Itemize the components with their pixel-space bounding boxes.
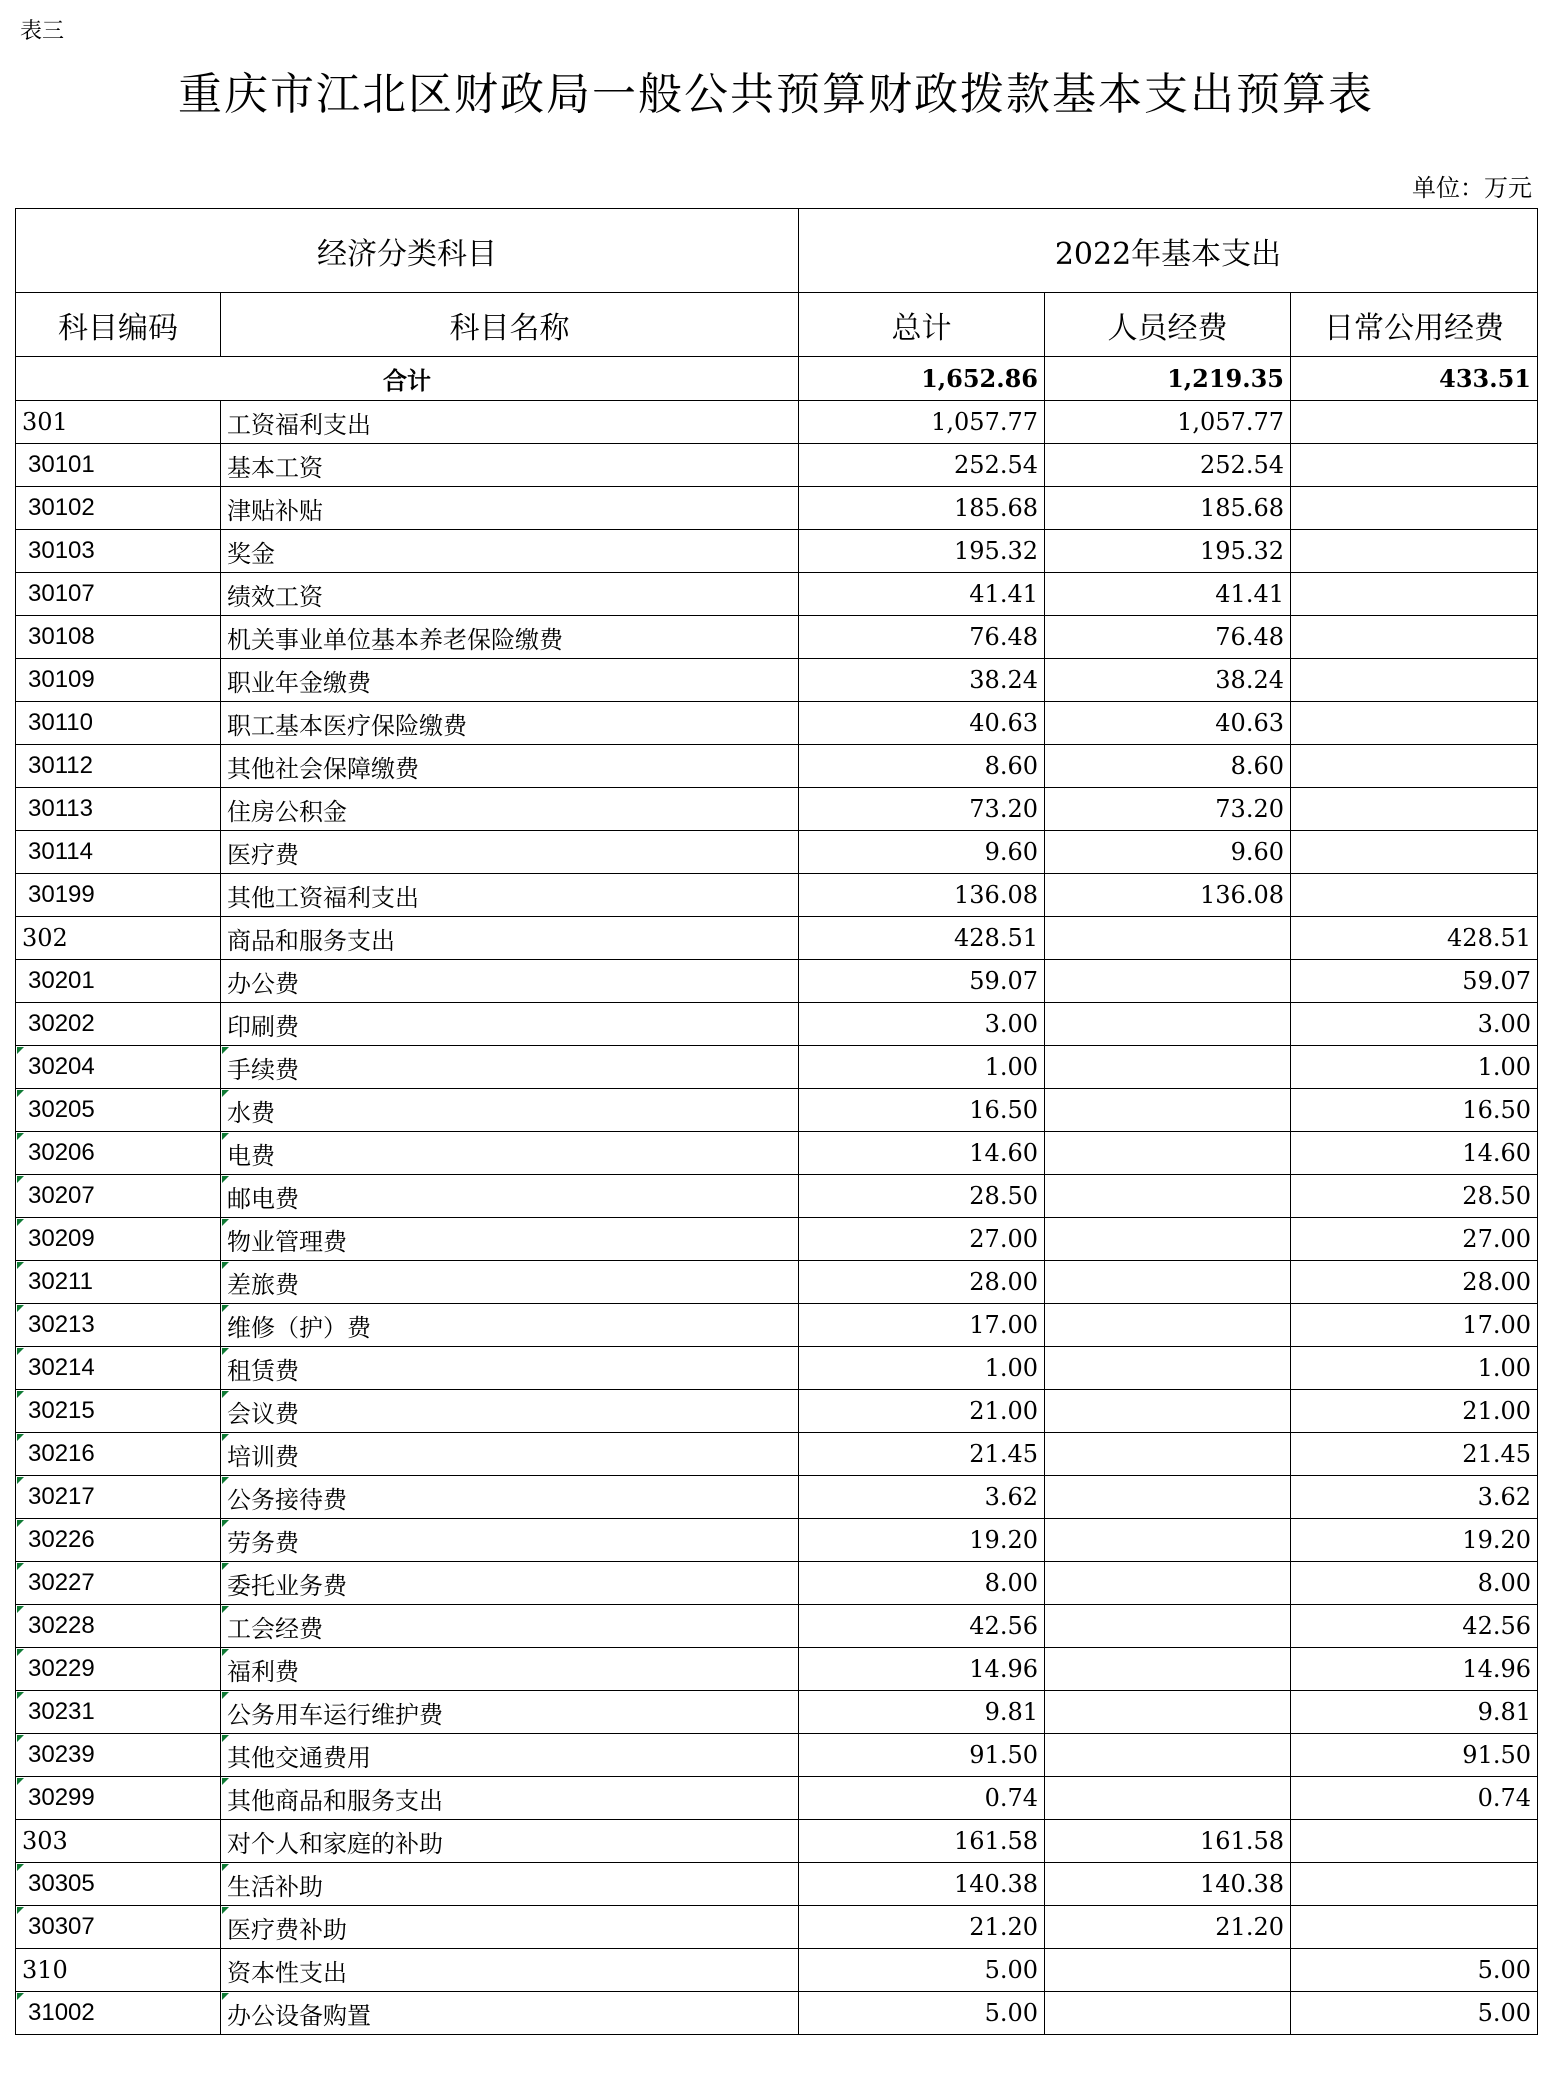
row-code: 30213 — [16, 1304, 221, 1347]
row-total: 5.00 — [799, 1949, 1045, 1992]
row-personnel — [1045, 1949, 1291, 1992]
table-row — [16, 917, 1538, 960]
table-row — [16, 1347, 1538, 1390]
row-public: 91.50 — [1291, 1734, 1538, 1777]
row-public — [1291, 1820, 1538, 1863]
row-total: 3.00 — [799, 1003, 1045, 1046]
row-total: 76.48 — [799, 616, 1045, 659]
row-personnel — [1045, 1476, 1291, 1519]
row-name: 职业年金缴费 — [221, 659, 799, 702]
row-personnel — [1045, 1347, 1291, 1390]
row-public: 0.74 — [1291, 1777, 1538, 1820]
row-personnel: 136.08 — [1045, 874, 1291, 917]
row-total: 41.41 — [799, 573, 1045, 616]
row-name: 医疗费补助 — [221, 1906, 799, 1949]
row-personnel — [1045, 960, 1291, 1003]
row-public: 16.50 — [1291, 1089, 1538, 1132]
row-total: 38.24 — [799, 659, 1045, 702]
row-name: 工会经费 — [221, 1605, 799, 1648]
row-total: 14.96 — [799, 1648, 1045, 1691]
row-name: 对个人和家庭的补助 — [221, 1820, 799, 1863]
row-name: 其他交通费用 — [221, 1734, 799, 1777]
table-number: 表三 — [20, 19, 65, 44]
row-personnel — [1045, 1992, 1291, 2035]
table-row — [16, 1648, 1538, 1691]
row-public: 17.00 — [1291, 1304, 1538, 1347]
row-code: 30202 — [16, 1003, 221, 1046]
row-total: 3.62 — [799, 1476, 1045, 1519]
row-name: 租赁费 — [221, 1347, 799, 1390]
row-total: 28.50 — [799, 1175, 1045, 1218]
table-row — [16, 874, 1538, 917]
row-code: 303 — [16, 1820, 221, 1863]
row-code: 302 — [16, 917, 221, 960]
row-code: 30307 — [16, 1906, 221, 1949]
row-name: 办公费 — [221, 960, 799, 1003]
row-personnel: 21.20 — [1045, 1906, 1291, 1949]
table-row — [16, 1261, 1538, 1304]
row-code: 310 — [16, 1949, 221, 1992]
row-total: 42.56 — [799, 1605, 1045, 1648]
table-row — [16, 1519, 1538, 1562]
row-code: 30113 — [16, 788, 221, 831]
table-row — [16, 702, 1538, 745]
row-code: 30211 — [16, 1261, 221, 1304]
row-personnel: 185.68 — [1045, 487, 1291, 530]
row-public: 1.00 — [1291, 1347, 1538, 1390]
row-total: 16.50 — [799, 1089, 1045, 1132]
total-label: 合计 — [16, 357, 799, 401]
row-name: 维修（护）费 — [221, 1304, 799, 1347]
table-row — [16, 573, 1538, 616]
row-name: 手续费 — [221, 1046, 799, 1089]
row-name: 培训费 — [221, 1433, 799, 1476]
table-row — [16, 788, 1538, 831]
row-code: 30201 — [16, 960, 221, 1003]
row-public: 3.62 — [1291, 1476, 1538, 1519]
row-public: 27.00 — [1291, 1218, 1538, 1261]
row-code: 30216 — [16, 1433, 221, 1476]
table-row — [16, 1734, 1538, 1777]
row-public — [1291, 831, 1538, 874]
row-code: 30108 — [16, 616, 221, 659]
table-row — [16, 745, 1538, 788]
page-title: 重庆市江北区财政局一般公共预算财政拨款基本支出预算表 — [178, 69, 1374, 120]
row-total: 21.20 — [799, 1906, 1045, 1949]
table-row — [16, 1218, 1538, 1261]
row-public — [1291, 1906, 1538, 1949]
row-personnel — [1045, 1218, 1291, 1261]
row-total: 1.00 — [799, 1046, 1045, 1089]
row-public — [1291, 487, 1538, 530]
row-public: 42.56 — [1291, 1605, 1538, 1648]
row-public — [1291, 702, 1538, 745]
row-name: 差旅费 — [221, 1261, 799, 1304]
table-row — [16, 1777, 1538, 1820]
row-public — [1291, 659, 1538, 702]
row-name: 电费 — [221, 1132, 799, 1175]
table-row — [16, 1562, 1538, 1605]
row-total: 161.58 — [799, 1820, 1045, 1863]
row-personnel — [1045, 1562, 1291, 1605]
row-personnel — [1045, 1003, 1291, 1046]
row-code: 30110 — [16, 702, 221, 745]
table-row — [16, 1390, 1538, 1433]
header-code: 科目编码 — [16, 293, 221, 357]
row-public: 9.81 — [1291, 1691, 1538, 1734]
row-name: 印刷费 — [221, 1003, 799, 1046]
table-row — [16, 616, 1538, 659]
row-total: 8.00 — [799, 1562, 1045, 1605]
row-total: 185.68 — [799, 487, 1045, 530]
row-personnel — [1045, 1304, 1291, 1347]
row-code: 30231 — [16, 1691, 221, 1734]
row-public: 5.00 — [1291, 1949, 1538, 1992]
row-code: 30299 — [16, 1777, 221, 1820]
row-total: 73.20 — [799, 788, 1045, 831]
row-personnel — [1045, 1175, 1291, 1218]
table-row — [16, 444, 1538, 487]
row-total: 40.63 — [799, 702, 1045, 745]
row-code: 30227 — [16, 1562, 221, 1605]
table-row — [16, 1433, 1538, 1476]
row-personnel — [1045, 1691, 1291, 1734]
row-total: 195.32 — [799, 530, 1045, 573]
row-personnel: 40.63 — [1045, 702, 1291, 745]
row-public — [1291, 530, 1538, 573]
table-row — [16, 1476, 1538, 1519]
row-personnel — [1045, 1777, 1291, 1820]
row-name: 商品和服务支出 — [221, 917, 799, 960]
row-code: 30229 — [16, 1648, 221, 1691]
row-total: 1,057.77 — [799, 401, 1045, 444]
row-personnel — [1045, 1519, 1291, 1562]
row-name: 医疗费 — [221, 831, 799, 874]
row-total: 91.50 — [799, 1734, 1045, 1777]
row-name: 公务用车运行维护费 — [221, 1691, 799, 1734]
row-personnel — [1045, 1046, 1291, 1089]
row-public — [1291, 616, 1538, 659]
row-total: 140.38 — [799, 1863, 1045, 1906]
row-personnel: 76.48 — [1045, 616, 1291, 659]
row-code: 30109 — [16, 659, 221, 702]
row-code: 30239 — [16, 1734, 221, 1777]
table-row — [16, 1605, 1538, 1648]
row-personnel — [1045, 1648, 1291, 1691]
unit-label: 单位：万元 — [1412, 174, 1532, 202]
row-personnel: 9.60 — [1045, 831, 1291, 874]
total-personnel: 1,219.35 — [1045, 357, 1291, 401]
row-total: 252.54 — [799, 444, 1045, 487]
row-public: 3.00 — [1291, 1003, 1538, 1046]
row-name: 职工基本医疗保险缴费 — [221, 702, 799, 745]
table-row — [16, 1906, 1538, 1949]
row-name: 工资福利支出 — [221, 401, 799, 444]
row-name: 委托业务费 — [221, 1562, 799, 1605]
row-personnel: 1,057.77 — [1045, 401, 1291, 444]
row-code: 30305 — [16, 1863, 221, 1906]
row-public: 21.45 — [1291, 1433, 1538, 1476]
row-code: 30226 — [16, 1519, 221, 1562]
row-name: 住房公积金 — [221, 788, 799, 831]
row-personnel — [1045, 1390, 1291, 1433]
table-row — [16, 1992, 1538, 2035]
table-row — [16, 1132, 1538, 1175]
row-total: 9.81 — [799, 1691, 1045, 1734]
row-personnel — [1045, 1089, 1291, 1132]
total-row — [16, 357, 1538, 401]
row-personnel: 73.20 — [1045, 788, 1291, 831]
row-code: 30199 — [16, 874, 221, 917]
row-code: 30101 — [16, 444, 221, 487]
table-row — [16, 1863, 1538, 1906]
row-code: 30107 — [16, 573, 221, 616]
row-total: 21.00 — [799, 1390, 1045, 1433]
row-public: 8.00 — [1291, 1562, 1538, 1605]
row-personnel: 8.60 — [1045, 745, 1291, 788]
row-personnel — [1045, 1605, 1291, 1648]
row-personnel: 252.54 — [1045, 444, 1291, 487]
row-name: 奖金 — [221, 530, 799, 573]
header-economic-classification: 经济分类科目 — [16, 209, 799, 293]
row-code: 30214 — [16, 1347, 221, 1390]
row-total: 19.20 — [799, 1519, 1045, 1562]
row-public: 28.50 — [1291, 1175, 1538, 1218]
row-code: 30114 — [16, 831, 221, 874]
table-row — [16, 530, 1538, 573]
row-code: 31002 — [16, 1992, 221, 2035]
row-public: 19.20 — [1291, 1519, 1538, 1562]
row-code: 30209 — [16, 1218, 221, 1261]
row-code: 30217 — [16, 1476, 221, 1519]
row-code: 30205 — [16, 1089, 221, 1132]
total-public: 433.51 — [1291, 357, 1538, 401]
row-code: 30204 — [16, 1046, 221, 1089]
row-name: 水费 — [221, 1089, 799, 1132]
row-personnel: 38.24 — [1045, 659, 1291, 702]
row-code: 30206 — [16, 1132, 221, 1175]
row-public: 1.00 — [1291, 1046, 1538, 1089]
row-name: 其他商品和服务支出 — [221, 1777, 799, 1820]
row-public — [1291, 401, 1538, 444]
row-public — [1291, 1863, 1538, 1906]
row-personnel: 161.58 — [1045, 1820, 1291, 1863]
row-total: 1.00 — [799, 1347, 1045, 1390]
table-row — [16, 1003, 1538, 1046]
row-name: 资本性支出 — [221, 1949, 799, 1992]
row-public: 428.51 — [1291, 917, 1538, 960]
row-total: 5.00 — [799, 1992, 1045, 2035]
row-total: 0.74 — [799, 1777, 1045, 1820]
row-public — [1291, 745, 1538, 788]
row-name: 公务接待费 — [221, 1476, 799, 1519]
row-personnel — [1045, 1433, 1291, 1476]
header-basic-expenditure-2022: 2022年基本支出 — [799, 209, 1538, 293]
table-row — [16, 659, 1538, 702]
row-name: 其他社会保障缴费 — [221, 745, 799, 788]
row-public: 59.07 — [1291, 960, 1538, 1003]
row-personnel: 41.41 — [1045, 573, 1291, 616]
table-row — [16, 1304, 1538, 1347]
row-name: 绩效工资 — [221, 573, 799, 616]
total-sum: 1,652.86 — [799, 357, 1045, 401]
row-code: 30228 — [16, 1605, 221, 1648]
row-name: 其他工资福利支出 — [221, 874, 799, 917]
row-code: 30112 — [16, 745, 221, 788]
row-public — [1291, 874, 1538, 917]
row-personnel — [1045, 1261, 1291, 1304]
header-personnel: 人员经费 — [1045, 293, 1291, 357]
row-code: 30215 — [16, 1390, 221, 1433]
table-row — [16, 960, 1538, 1003]
table-row — [16, 401, 1538, 444]
row-personnel: 195.32 — [1045, 530, 1291, 573]
row-personnel — [1045, 1734, 1291, 1777]
row-public: 5.00 — [1291, 1992, 1538, 2035]
row-total: 136.08 — [799, 874, 1045, 917]
row-total: 28.00 — [799, 1261, 1045, 1304]
row-personnel — [1045, 1132, 1291, 1175]
row-code: 301 — [16, 401, 221, 444]
table-row — [16, 1089, 1538, 1132]
row-public: 14.60 — [1291, 1132, 1538, 1175]
row-total: 59.07 — [799, 960, 1045, 1003]
row-name: 生活补助 — [221, 1863, 799, 1906]
row-total: 9.60 — [799, 831, 1045, 874]
budget-table — [15, 208, 1538, 2035]
row-public: 14.96 — [1291, 1648, 1538, 1691]
row-total: 27.00 — [799, 1218, 1045, 1261]
table-row — [16, 1691, 1538, 1734]
row-personnel: 140.38 — [1045, 1863, 1291, 1906]
row-code: 30207 — [16, 1175, 221, 1218]
row-public — [1291, 788, 1538, 831]
row-name: 福利费 — [221, 1648, 799, 1691]
header-total: 总计 — [799, 293, 1045, 357]
row-total: 428.51 — [799, 917, 1045, 960]
header-public: 日常公用经费 — [1291, 293, 1538, 357]
row-name: 机关事业单位基本养老保险缴费 — [221, 616, 799, 659]
row-code: 30103 — [16, 530, 221, 573]
header-name: 科目名称 — [221, 293, 799, 357]
row-name: 会议费 — [221, 1390, 799, 1433]
row-name: 物业管理费 — [221, 1218, 799, 1261]
row-total: 8.60 — [799, 745, 1045, 788]
row-public: 28.00 — [1291, 1261, 1538, 1304]
row-name: 劳务费 — [221, 1519, 799, 1562]
row-total: 17.00 — [799, 1304, 1045, 1347]
table-row — [16, 1820, 1538, 1863]
row-public — [1291, 444, 1538, 487]
table-row — [16, 1175, 1538, 1218]
row-personnel — [1045, 917, 1291, 960]
row-public — [1291, 573, 1538, 616]
row-name: 邮电费 — [221, 1175, 799, 1218]
table-row — [16, 831, 1538, 874]
row-name: 基本工资 — [221, 444, 799, 487]
row-name: 办公设备购置 — [221, 1992, 799, 2035]
row-total: 21.45 — [799, 1433, 1045, 1476]
table-row — [16, 1949, 1538, 1992]
row-name: 津贴补贴 — [221, 487, 799, 530]
table-row — [16, 487, 1538, 530]
table-row — [16, 1046, 1538, 1089]
row-total: 14.60 — [799, 1132, 1045, 1175]
row-public: 21.00 — [1291, 1390, 1538, 1433]
row-code: 30102 — [16, 487, 221, 530]
